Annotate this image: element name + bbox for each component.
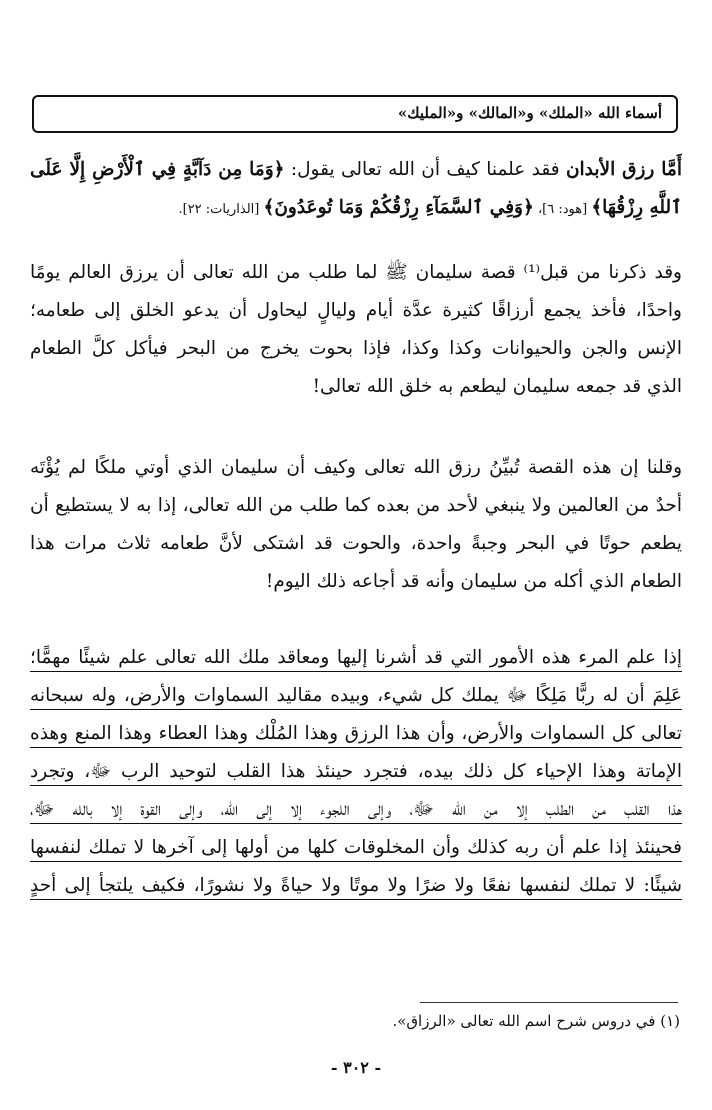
verse-reference: [هود: ٦]،	[533, 202, 592, 217]
paragraph-line: الطعام الذي أكله من سليمان وأنه قد أجاعه ذلك اليوم!	[265, 571, 682, 592]
paragraph-tawhid	[30, 639, 682, 905]
quran-verse: ﴿وَمَا مِن دَآبَّةٍ فِي ٱلْأَرْضِ إِلَّا عَلَى	[30, 159, 285, 180]
paragraph-line: فحينئذ إذا علم أن ربه كذلك وأن المخلوقات كلها من أولها إلى آخرها لا تملك لنفسها	[30, 837, 682, 858]
paragraph-line: الإماتة وهذا الإحياء كل ذلك بيده، فتجرد حينئذ هذا القلب لتوحيد الرب ﷻ، وتجرد	[30, 761, 682, 782]
paragraph-line: تعالى كل السماوات والأرض، وأن هذا الرزق وهذا المُلْك وهذا العطاء وهذا المنع وهذه	[30, 723, 682, 744]
paragraph-line	[30, 189, 682, 227]
paragraph-line: وقلنا إن هذه القصة تُبيِّنُ رزق الله تعالى وكيف أن سليمان الذي أوتي ملكًا لم يُؤْتَه	[30, 457, 682, 478]
verse-reference: [الذاريات: ٢٢].	[178, 202, 264, 217]
paragraph-line: يطعم حوتًا في البحر وجبةً واحدة، والحوت قد اشتكى لأنَّ طعامه ثلاث مرات هذا	[30, 533, 682, 554]
quran-verse: ٱللَّهِ رِزْقُهَا﴾	[591, 197, 682, 218]
paragraph-line: أحدٌ من العالمين ولا ينبغي لأحد من بعده كما طلب من الله تعالى، إذا به لا يستطيع أن	[30, 495, 682, 516]
lead-phrase: أَمَّا رزق الأبدان	[565, 159, 682, 180]
paragraph-line: هذا القلب من الطلب إلا من الله ﷻ، وإلى اللجوء إلا إلى الله، وإلى القوة إلا بالله ﷻ،	[30, 799, 682, 820]
footnote: (١) في دروس شرح اسم الله تعالى «الرزاق».	[392, 1012, 680, 1030]
paragraph-line: عَلِمَ أن له ربًّا مَلِكًا ﷻ يملك كل شيء، وبيده مقاليد السماوات والأرض، وله سبحانه	[30, 685, 682, 706]
paragraph-line: الإنس والجن والحيوانات وكذا وكذا، فإذا بحوت يخرج من البحر فيأكل كلَّ الطعام	[30, 338, 682, 359]
paragraph-suleiman-story	[30, 254, 682, 406]
page-number: - ٣٠٢ -	[330, 1058, 382, 1077]
paragraph-line: إذا علم المرء هذه الأمور التي قد أشرنا إليها ومعاقد ملك الله تعالى علم شيئًا مهمًّا؛	[30, 647, 682, 668]
paragraph-line: الذي قد جمعه سليمان ليطعم به خلق الله تعالى!	[312, 376, 682, 397]
paragraph-line: شيئًا: لا تملك لنفسها نفعًا ولا ضرًا ولا موتًا ولا حياةً ولا نشورًا، فكيف يلتجأ إلى أحدٍ	[30, 875, 682, 896]
quran-verse: ﴿وَفِي ٱلسَّمَآءِ رِزْقُكُمْ وَمَا تُوعَدُونَ﴾	[263, 197, 534, 218]
footnote-separator	[420, 1002, 678, 1003]
running-header	[32, 95, 678, 133]
paragraph-line: وقد ذكرنا من قبل⁽¹⁾ قصة سليمان ﷺ لما طلب من الله تعالى أن يرزق العالم يومًا	[30, 262, 682, 283]
paragraph-rizq-abdan	[30, 151, 682, 227]
intro-text: فقد علمنا كيف أن الله تعالى يقول:	[284, 159, 566, 180]
paragraph-story-lesson	[30, 449, 682, 601]
paragraph-line	[30, 151, 682, 189]
header-title: أسماء الله «الملك» و«المالك» و«المليك»	[397, 104, 662, 122]
paragraph-line: واحدًا، فأخذ يجمع أرزاقًا كثيرة عدَّة أيام وليالٍ ليحاول أن يدعو الخلق إلى طعامه؛	[30, 300, 682, 321]
